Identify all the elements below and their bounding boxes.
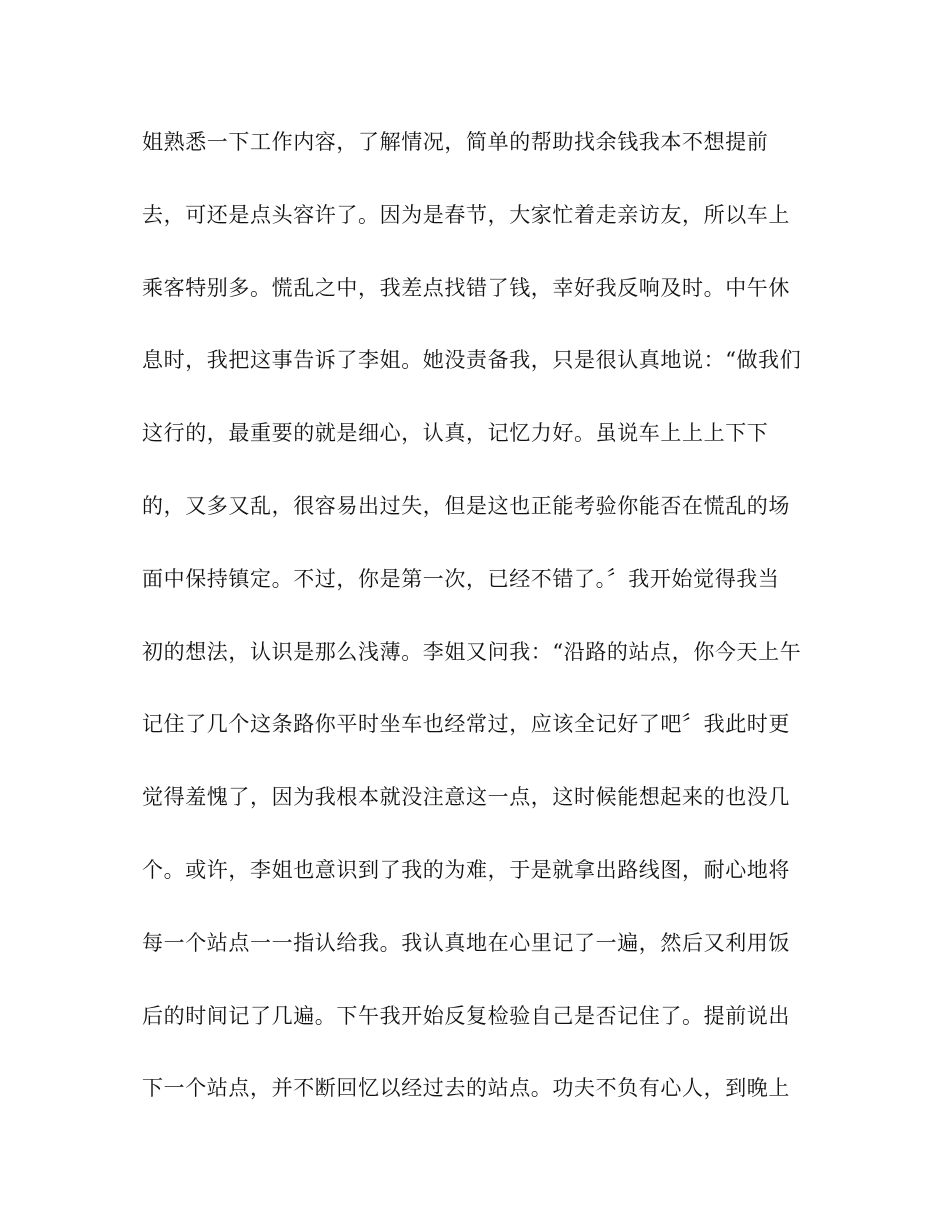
text-line: 每一个站点一一指认给我。我认真地在心里记了一遍，然后又利用饭 [142, 930, 790, 955]
text-line: 觉得羞愧了，因为我根本就没注意这一点，这时候能想起来的也没几 [142, 785, 790, 810]
text-line: 息时，我把这事告诉了李姐。她没责备我，只是很认真地说：“做我们 [142, 348, 802, 373]
text-line: 的，又多又乱，很容易出过失，但是这也正能考验你能否在慌乱的场 [142, 493, 790, 518]
text-line: 记住了几个这条路你平时坐车也经常过，应该全记好了吧〞我此时更 [142, 712, 790, 737]
text-line: 后的时间记了几遍。下午我开始反复检验自己是否记住了。提前说出 [142, 1003, 790, 1028]
body-text [142, 122, 822, 1141]
text-line: 去，可还是点头容许了。因为是春节，大家忙着走亲访友，所以车上 [142, 202, 790, 227]
text-line: 初的想法，认识是那么浅薄。李姐又问我：“沿路的站点，你今天上午 [142, 639, 802, 664]
text-line: 面中保持镇定。不过，你是第一次，已经不错了。〞我开始觉得我当 [142, 566, 780, 591]
text-line: 乘客特别多。慌乱之中，我差点找错了钱，幸好我反响及时。中午休 [142, 275, 790, 300]
text-line: 姐熟悉一下工作内容，了解情况，简单的帮助找余钱我本不想提前 [142, 130, 769, 154]
text-line: 个。或许，李姐也意识到了我的为难，于是就拿出路线图，耐心地将 [142, 857, 790, 882]
text-line: 这行的，最重要的就是细心，认真，记忆力好。虽说车上上上下下 [142, 421, 769, 446]
text-line: 下一个站点，并不断回忆以经过去的站点。功夫不负有心人，到晚上 [142, 1076, 790, 1101]
